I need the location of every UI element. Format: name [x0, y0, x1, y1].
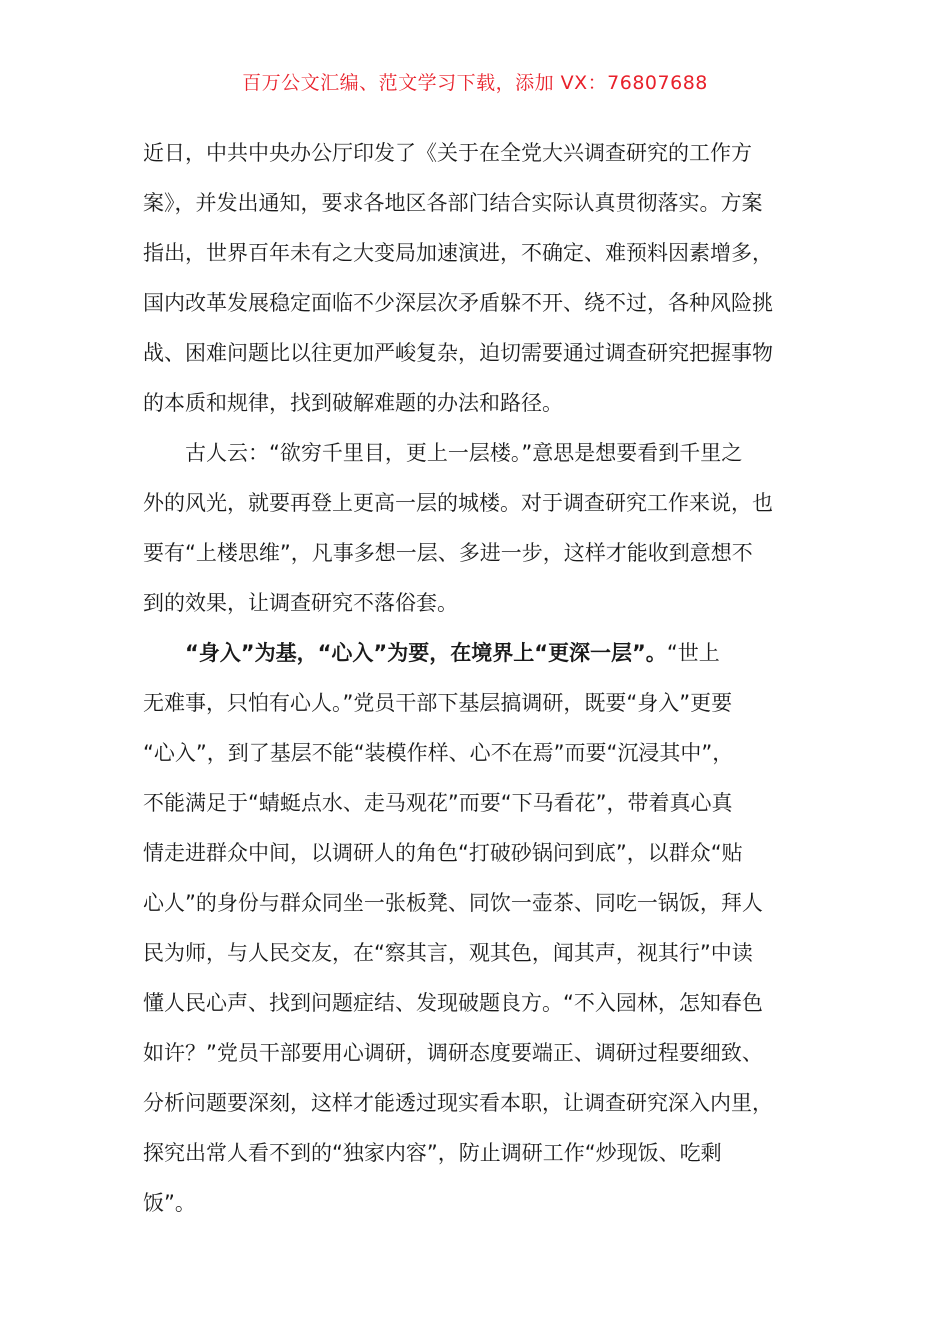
paragraph-2 [143, 428, 808, 628]
text-line: “心入”，到了基层不能“装模作样、心不在焉”而要“沉浸其中”， [143, 741, 734, 765]
text-line: 的本质和规律，找到破解难题的办法和路径。 [143, 391, 563, 415]
text-line: 懂人民心声、找到问题症结、发现破题良方。“不入园林，怎知春色 [143, 991, 763, 1015]
text-line: 不能满足于“蜻蜓点水、走马观花”而要“下马看花”，带着真心真 [143, 791, 733, 815]
text-line: 民为师，与人民交友，在“察其言，观其色，闻其声，视其行”中读 [143, 941, 753, 965]
text-line: 分析问题要深刻，这样才能透过现实看本职，让调查研究深入内里， [143, 1091, 773, 1115]
text-line: 战、困难问题比以往更加严峻复杂，迫切需要通过调查研究把握事物 [143, 341, 773, 365]
text-line: 饭”。 [143, 1191, 196, 1215]
text-line: 心人”的身份与群众同坐一张板凳、同饮一壶茶、同吃一锅饭，拜人 [143, 891, 763, 915]
text-line [143, 628, 808, 678]
document-body [143, 128, 808, 1228]
paragraph-3 [143, 628, 808, 1228]
text-fragment: “世上 [666, 641, 720, 665]
text-line: 古人云：“欲穷千里目，更上一层楼。”意思是想要看到千里之 [185, 441, 743, 465]
text-line: 国内改革发展稳定面临不少深层次矛盾躲不开、绕不过，各种风险挑 [143, 291, 773, 315]
text-line: 案》，并发出通知，要求各地区各部门结合实际认真贯彻落实。方案 [143, 191, 763, 215]
text-line: 如许？”党员干部要用心调研，调研态度要端正、调研过程要细致、 [143, 1041, 763, 1065]
text-line: 近日，中共中央办公厅印发了《关于在全党大兴调查研究的工作方 [143, 141, 752, 165]
text-line: 无难事，只怕有心人。”党员干部下基层搞调研，既要“身入”更要 [143, 691, 733, 715]
text-line: 探究出常人看不到的“独家内容”，防止调研工作“炒现饭、吃剩 [143, 1141, 722, 1165]
text-line: 指出，世界百年未有之大变局加速演进，不确定、难预料因素增多， [143, 241, 773, 265]
text-line: 外的风光，就要再登上更高一层的城楼。对于调查研究工作来说，也 [143, 491, 773, 515]
text-line: 情走进群众中间，以调研人的角色“打破砂锅问到底”，以群众“贴 [143, 841, 743, 865]
paragraph-1 [143, 128, 808, 428]
text-line: 要有“上楼思维”，凡事多想一层、多进一步，这样才能收到意想不 [143, 541, 753, 565]
text-line: 到的效果，让调查研究不落俗套。 [143, 591, 458, 615]
bold-lead-sentence: “身入”为基，“心入”为要，在境界上“更深一层”。 [185, 641, 667, 665]
header-watermark-text: 百万公文汇编、范文学习下载，添加 VX：76807688 [242, 72, 708, 94]
